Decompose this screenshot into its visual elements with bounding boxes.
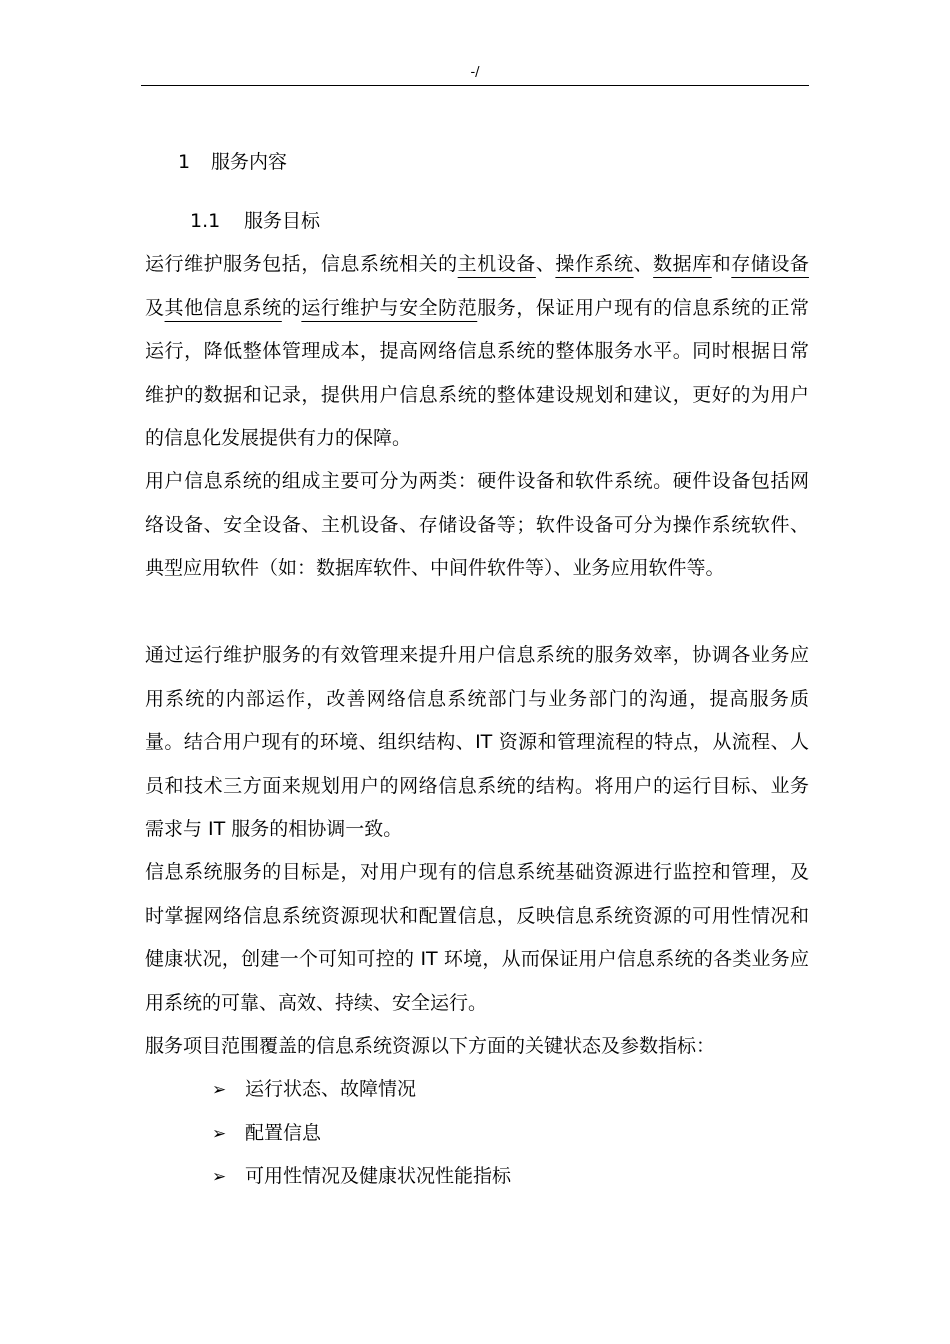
page-header-mark: -/ (470, 65, 480, 80)
list-item-text: 可用性情况及健康状况性能指标 (245, 1165, 512, 1187)
arrowhead-bullet-icon: ➢ (212, 1167, 227, 1187)
subsection-number: 1.1 (190, 210, 221, 232)
section-heading (178, 150, 287, 174)
underlined-term-other-systems: 其他信息系统 (164, 296, 282, 319)
underlined-term-storage-devices: 存储设备 (731, 253, 809, 275)
underlined-term-operation-security: 运行维护与安全防范 (301, 296, 478, 319)
underlined-term-database: 数据库 (653, 253, 712, 275)
list-item (212, 1068, 511, 1112)
list-item (212, 1112, 511, 1156)
coverage-list (212, 1068, 511, 1199)
section-number: 1 (178, 151, 191, 173)
text-run: 、 (535, 253, 556, 275)
underlined-term-operating-system: 操作系统 (555, 253, 634, 275)
text-run: 运行维护服务包括，信息系统相关的 (145, 253, 458, 275)
list-item (212, 1155, 511, 1199)
text-run: 服务，保证用户现有的信息系统的正常运行，降低整体管理成本，提高网络信息系统的整体服务水平。同时根据日常维护的数据和记录，提供用户信息系统的整体建设规划和建议，更好的为用户的信息化发展提供有力的保障。 (145, 296, 809, 449)
list-item-text: 运行状态、故障情况 (245, 1078, 417, 1100)
subsection-heading (190, 209, 320, 233)
section-title: 服务内容 (211, 151, 288, 173)
underlined-term-host-devices: 主机设备 (457, 253, 536, 275)
paragraph-service-scope (145, 243, 809, 461)
subsection-title: 服务目标 (244, 210, 321, 232)
paragraph-system-composition: 用户信息系统的组成主要可分为两类：硬件设备和软件系统。硬件设备包括网络设备、安全设备、主机设备、存储设备等；软件设备可分为操作系统软件、典型应用软件（如：数据库软件、中间件软件等）、业务应用软件等。 (145, 470, 809, 579)
arrowhead-bullet-icon: ➢ (212, 1080, 227, 1100)
paragraph-service-coverage: 服务项目范围覆盖的信息系统资源以下方面的关键状态及参数指标： (145, 1035, 716, 1057)
text-run: 及 (145, 296, 165, 319)
text-run: 、 (633, 253, 654, 275)
text-run: 和 (711, 253, 732, 275)
arrowhead-bullet-icon: ➢ (212, 1123, 227, 1144)
header-rule (141, 85, 809, 86)
paragraph-service-goal: 信息系统服务的目标是，对用户现有的信息系统基础资源进行监控和管理，及时掌握网络信息系统资源现状和配置信息，反映信息系统资源的可用性情况和健康状况，创建一个可知可控的 IT 环境，从而保证用户信息系统的各类业务应用系统的可靠、高效、持续、安全运行。 (145, 861, 809, 1014)
text-run: 的 (281, 296, 302, 319)
list-item-text: 配置信息 (245, 1121, 322, 1144)
paragraph-service-management: 通过运行维护服务的有效管理来提升用户信息系统的服务效率，协调各业务应用系统的内部运作，改善网络信息系统部门与业务部门的沟通，提高服务质量。结合用户现有的环境、组织结构、IT 资源和管理流程的特点，从流程、人员和技术三方面来规划用户的网络信息系统的结构。将用户的运行目标、业务需求与 IT 服务的相协调一致。 (145, 644, 809, 840)
